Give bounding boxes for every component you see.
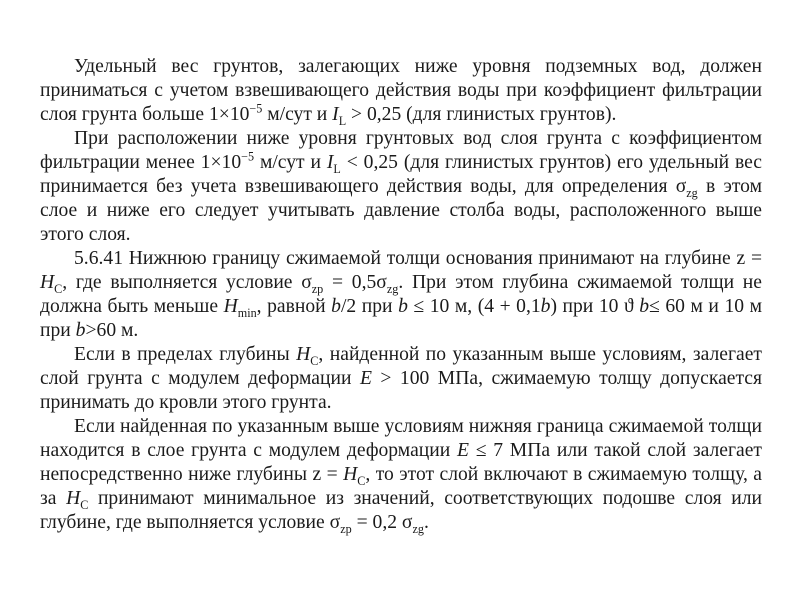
- subscript: zp: [311, 281, 324, 296]
- text-run: ≤ 60 м и 10 м при: [40, 296, 762, 341]
- subscript: zg: [686, 185, 698, 200]
- math-variable: H: [40, 272, 55, 293]
- text-run: < 0,25 (для глинистых грунтов) его удельный вес принимается без учета взвешивающего действия воды, для определения σ: [40, 152, 762, 197]
- math-variable: b: [540, 296, 551, 317]
- text-run: , найденной по указанным выше условиям, залегает слой грунта с модулем деформации: [40, 344, 762, 389]
- text-run: При расположении ниже уровня грунтовых вод слоя грунта с коэффициентом фильтрации менее 1×10: [40, 128, 762, 173]
- text-run: ≤ 7 МПа или такой слой залегает непосредственно ниже глубины z =: [40, 440, 762, 485]
- text-run: Если найденная по указанным выше условиям нижняя граница сжимаемой толщи находится в слое грунта с модулем деформации: [40, 416, 762, 461]
- subscript: min: [237, 305, 257, 320]
- text-run: /2 при: [340, 296, 399, 317]
- document-body: [40, 55, 762, 535]
- math-variable: H: [223, 296, 238, 317]
- text-run: >60 м.: [85, 320, 139, 341]
- paragraph-5: [40, 415, 762, 535]
- paragraph-3-clause-5-6-41: [40, 247, 762, 343]
- math-variable: b: [398, 296, 408, 317]
- text-run: 5.6.41 Нижнюю границу сжимаемой толщи основания принимают на глубине z =: [74, 248, 762, 269]
- subscript: C: [357, 473, 366, 488]
- math-variable: E: [359, 368, 372, 389]
- math-variable: I: [332, 104, 339, 125]
- math-variable: H: [296, 344, 311, 365]
- superscript: −5: [249, 101, 263, 116]
- math-variable: b: [639, 296, 650, 317]
- text-run: = 0,5σ: [323, 272, 387, 293]
- text-run: Если в пределах глубины: [74, 344, 297, 365]
- text-run: > 100 МПа, сжимаемую толщу допускается принимать до кровли этого грунта.: [40, 368, 763, 413]
- subscript: C: [54, 281, 63, 296]
- math-variable: b: [75, 320, 86, 341]
- math-variable: E: [457, 440, 469, 461]
- superscript: −5: [241, 149, 255, 164]
- subscript: zg: [412, 521, 424, 536]
- subscript: C: [310, 353, 319, 368]
- subscript: L: [333, 161, 341, 176]
- paragraph-2: [40, 127, 762, 247]
- math-variable: H: [66, 488, 81, 509]
- math-variable: I: [326, 152, 334, 173]
- subscript: zg: [386, 281, 399, 296]
- subscript: C: [80, 497, 89, 512]
- text-run: . При этом глубина сжимаемой толщи не должна быть меньше: [40, 272, 762, 317]
- math-variable: H: [343, 464, 358, 485]
- text-run: м/сут и: [254, 152, 327, 173]
- math-variable: b: [331, 296, 341, 317]
- text-run: м/сут и: [262, 104, 333, 125]
- text-run: .: [423, 512, 429, 533]
- text-run: , равной: [256, 296, 332, 317]
- text-run: = 0,2 σ: [351, 512, 413, 533]
- text-run: , где выполняется условие σ: [62, 272, 312, 293]
- text-run: > 0,25 (для глинистых грунтов).: [346, 104, 617, 125]
- text-run: ≤ 10 м, (4 + 0,1: [407, 296, 541, 317]
- paragraph-4: [40, 343, 762, 415]
- subscript: zp: [340, 521, 352, 536]
- text-run: в этом слое и ниже его следует учитывать давление столба воды, расположенного выше этого слоя.: [40, 176, 762, 245]
- text-run: ) при 10 ϑ: [550, 296, 640, 317]
- paragraph-1: [40, 55, 762, 127]
- subscript: L: [338, 113, 347, 128]
- text-run: , то этот слой включают в сжимаемую толщу, а за: [40, 464, 763, 509]
- text-run: принимают минимальное из значений, соответствующих подошве слоя или глубине, где выполняется условие σ: [40, 488, 763, 533]
- text-run: Удельный вес грунтов, залегающих ниже уровня подземных вод, должен приниматься с учетом взвешивающего действия воды при коэффициент фильтрации слоя грунта больше 1×10: [40, 56, 762, 125]
